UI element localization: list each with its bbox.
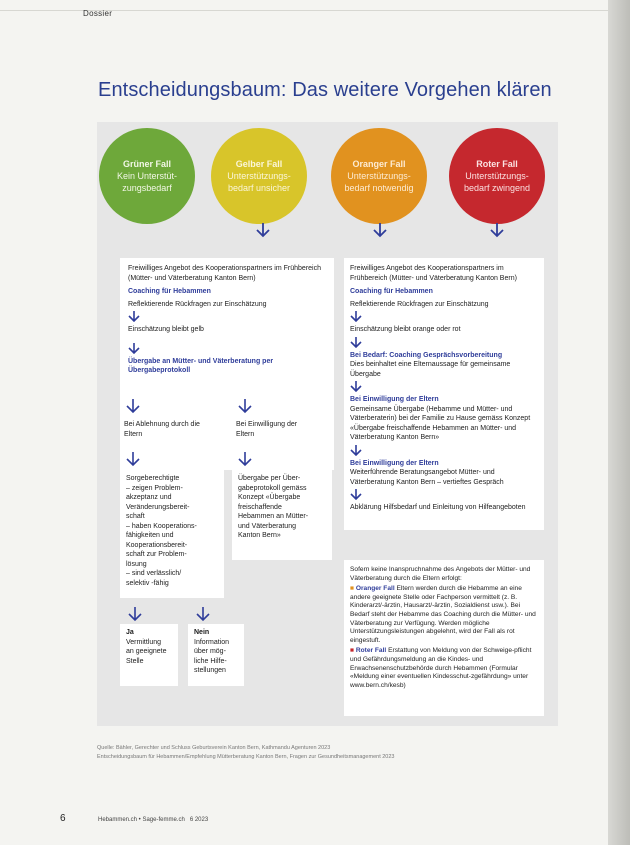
note-orange-title: Oranger Fall xyxy=(355,585,395,593)
right-intro: Freiwilliges Angebot des Kooperationspartners im Frühbereich (Mütter- und Väterberatung Kanton Bern) xyxy=(350,265,517,282)
consent1-text: Gemeinsame Übergabe (Hebamme und Mütter- und Väterberaterin) bei der Familie zu Hause gemäss Konzept «Übergabe freischaffende Hebammen an Mütter- und Väterberatung Kanton Bern» xyxy=(350,405,531,441)
yellow-case-line1: Unterstützungs- xyxy=(227,171,291,181)
down-arrow-icon xyxy=(350,445,362,456)
orange-red-flow-box xyxy=(344,258,544,530)
footer-magazine xyxy=(98,817,208,823)
guardians-line: selektiv -fähig xyxy=(126,579,169,587)
orange-case-title: Oranger Fall xyxy=(352,159,406,169)
guardians-line: – zeigen Problem- xyxy=(126,484,183,492)
no-title: Nein xyxy=(194,629,210,636)
yellow-case-circle xyxy=(211,128,307,224)
page-title: Entscheidungsbaum: Das weitere Vorgehen klären xyxy=(98,79,552,101)
transfer-line: und Väterberatung xyxy=(238,522,296,530)
green-case-circle xyxy=(99,128,195,224)
yellow-case-title: Gelber Fall xyxy=(235,159,283,169)
yellow-case-line2: bedarf unsicher xyxy=(227,183,291,193)
consent2-text: Weiterführende Beratungsangebot Mütter- und Väterberatung Kanton Bern – vertieftes Gespräch xyxy=(350,469,504,486)
right-result: Einschätzung bleibt orange oder rot xyxy=(350,326,461,333)
no-box xyxy=(188,624,244,686)
orange-down-arrow-icon xyxy=(373,222,387,238)
consent-arrow-icon xyxy=(238,398,252,414)
footnote-reference: Entscheidungsbaum für Hebammen/Empfehlung Mütterberatung Kanton Bern, Fragen zur Gesundheitsmanagement 2023 xyxy=(97,754,395,760)
transfer-line: Kanton Bern» xyxy=(238,532,281,539)
guardians-line: Sorgeberechtigte xyxy=(126,475,180,482)
note-red-title: Roter Fall xyxy=(355,647,387,655)
red-case-line2: bedarf zwingend xyxy=(463,183,531,193)
guardians-line: lösung xyxy=(126,560,147,568)
reject-arrow-icon xyxy=(126,398,140,414)
guardians-line: fähigkeiten und xyxy=(126,532,174,539)
need-title: Bei Bedarf: Coaching Gesprächsvorbereitung xyxy=(350,351,503,359)
no-arrow-icon xyxy=(196,606,210,622)
down-arrow-icon xyxy=(238,451,252,467)
red-down-arrow-icon xyxy=(490,222,504,238)
yellow-coaching: Coaching für Hebammen xyxy=(128,288,211,295)
reject-label: Bei Ablehnung durch die Eltern xyxy=(124,421,200,438)
note-orange: ■ Oranger Fall Eltern werden durch die Hebamme an eine andere geeignete Stelle oder Fachperson vermittelt (z. B. Kinderarzt/-ärztin, Hausarzt/-ärztin, Sozialdienst usw.). Bei Bedarf steht der Hebamme das Coaching durch die Mütter- und Väterberatung zur Verfügung. Werden mögliche Unterstützungsleistungen abgelehnt, wird der Fall als rot eingestuft. xyxy=(350,585,536,644)
guardians-line: akzeptanz und xyxy=(126,494,172,501)
yellow-intro: Freiwilliges Angebot des Kooperationspartners im Frühbereich (Mütter- und Väterberatung Kanton Bern) xyxy=(128,265,321,282)
guardians-line: schaft zur Problem- xyxy=(126,551,187,558)
transfer-line: Übergabe per Über- xyxy=(238,475,301,482)
red-case-title: Roter Fall xyxy=(476,159,518,169)
yellow-reflect: Reflektierende Rückfragen zur Einschätzung xyxy=(128,300,267,308)
down-arrow-icon xyxy=(350,311,362,322)
page-number: 6 xyxy=(60,813,66,824)
consent-label: Bei Einwilligung der Eltern xyxy=(236,421,298,438)
yellow-handover: Übergabe an Mütter- und Väterberatung per Übergabeprotokoll xyxy=(128,357,274,374)
right-reflect: Reflektierende Rückfragen zur Einschätzung xyxy=(350,300,489,308)
transfer-line: gabeprotokoll gemäss xyxy=(238,484,307,492)
green-case-line2: zungsbedarf xyxy=(122,183,172,193)
guardians-line: Kooperationsbereit- xyxy=(126,541,188,549)
down-arrow-icon xyxy=(128,343,140,354)
down-arrow-icon xyxy=(128,311,140,322)
guardians-line: – haben Kooperations- xyxy=(126,522,197,530)
orange-case-circle xyxy=(331,128,427,224)
down-arrow-icon xyxy=(350,381,362,392)
down-arrow-icon xyxy=(350,489,362,500)
guardians-line: Veränderungsbereit- xyxy=(126,503,190,511)
note-intro: Sofern keine Inanspruchnahme des Angebots der Mütter- und Väterberatung durch die Eltern erfolgt: xyxy=(350,566,531,582)
down-arrow-icon xyxy=(350,337,362,348)
consent2-title: Bei Einwilligung der Eltern xyxy=(350,459,439,467)
clarify-text: Abklärung Hilfsbedarf und Einleitung von Hilfeangeboten xyxy=(350,504,526,511)
transfer-box xyxy=(232,470,332,560)
orange-case-line2: bedarf notwendig xyxy=(344,183,414,193)
yellow-result: Einschätzung bleibt gelb xyxy=(128,326,204,333)
no-line: über mög- xyxy=(194,648,226,655)
yes-line: Stelle xyxy=(126,657,144,665)
red-case-line1: Unterstützungs- xyxy=(465,171,529,181)
guardians-line: schaft xyxy=(126,513,145,520)
transfer-line: Konzept «Übergabe xyxy=(238,494,301,501)
no-line: liche Hilfe- xyxy=(194,657,227,665)
issue-number: 6 2023 xyxy=(189,817,209,823)
section-label: Dossier xyxy=(83,9,113,18)
orange-case-line1: Unterstützungs- xyxy=(347,171,411,181)
guardians-line: – sind verlässlich/ xyxy=(126,570,182,577)
transfer-line: freischaffende xyxy=(238,503,282,511)
note-orange-text: Eltern werden durch die Hebamme an eine andere geeignete Stelle oder Fachperson vermittelt (z. B. Kinderarzt/-ärztin, Hausarzt/-ärztin, Sozialdienst usw.). Bei Bedarf steht der Hebamme das Coaching durch die Mütter- und Väterberatung zur Verfügung. Werden mögliche Unterstützungsleistungen abgelehnt, wird der Fall als rot eingestuft. xyxy=(350,585,536,644)
right-coaching: Coaching für Hebammen xyxy=(350,288,433,295)
green-case-title: Grüner Fall xyxy=(122,159,171,169)
footnote-source: Quelle: Bähler, Gerechter und Schluss Geburtsverein Kanton Bern, Kathmandu Agenturen 2023 xyxy=(97,745,331,751)
need-text: Dies beinhaltet eine Elternaussage für gemeinsame Übergabe xyxy=(350,361,511,378)
green-case-line1: Kein Unterstüt- xyxy=(116,171,178,181)
consent1-title: Bei Einwilligung der Eltern xyxy=(350,396,439,403)
guardians-box xyxy=(120,470,224,598)
no-line: Information xyxy=(194,638,230,646)
yes-title: Ja xyxy=(126,629,134,636)
magazine-name: Hebammen.ch • Sage-femme.ch xyxy=(98,817,185,823)
down-arrow-icon xyxy=(126,451,140,467)
yellow-down-arrow-icon xyxy=(256,222,270,238)
note-box xyxy=(344,560,544,716)
yes-arrow-icon xyxy=(128,606,142,622)
note-red: ■ Roter Fall Erstattung von Meldung von der Schweige-pflicht und Gefährdungsmeldung an die Kindes- und Erwachsenenschutzbehörde durch Hebammen (Formular «Meldung einer eventuellen Kindesschut-zgefährdung» unter www.bern.ch/kesb) xyxy=(350,647,532,689)
red-case-circle xyxy=(449,128,545,224)
no-line: stellungen xyxy=(194,667,226,674)
yes-line: Vermittlung xyxy=(126,638,162,646)
transfer-line: Hebammen an Mütter- xyxy=(238,513,309,520)
yes-box xyxy=(120,624,178,686)
page-edge xyxy=(608,0,630,845)
note-red-text: Erstattung von Meldung von der Schweige-pflicht und Gefährdungsmeldung an die Kindes- und Erwachsenenschutzbehörde durch Hebammen (Formular «Meldung einer eventuellen Kindesschut-zgefährdung» unter www.bern.ch/kesb) xyxy=(350,647,532,689)
yes-line: an geeignete xyxy=(126,648,167,655)
